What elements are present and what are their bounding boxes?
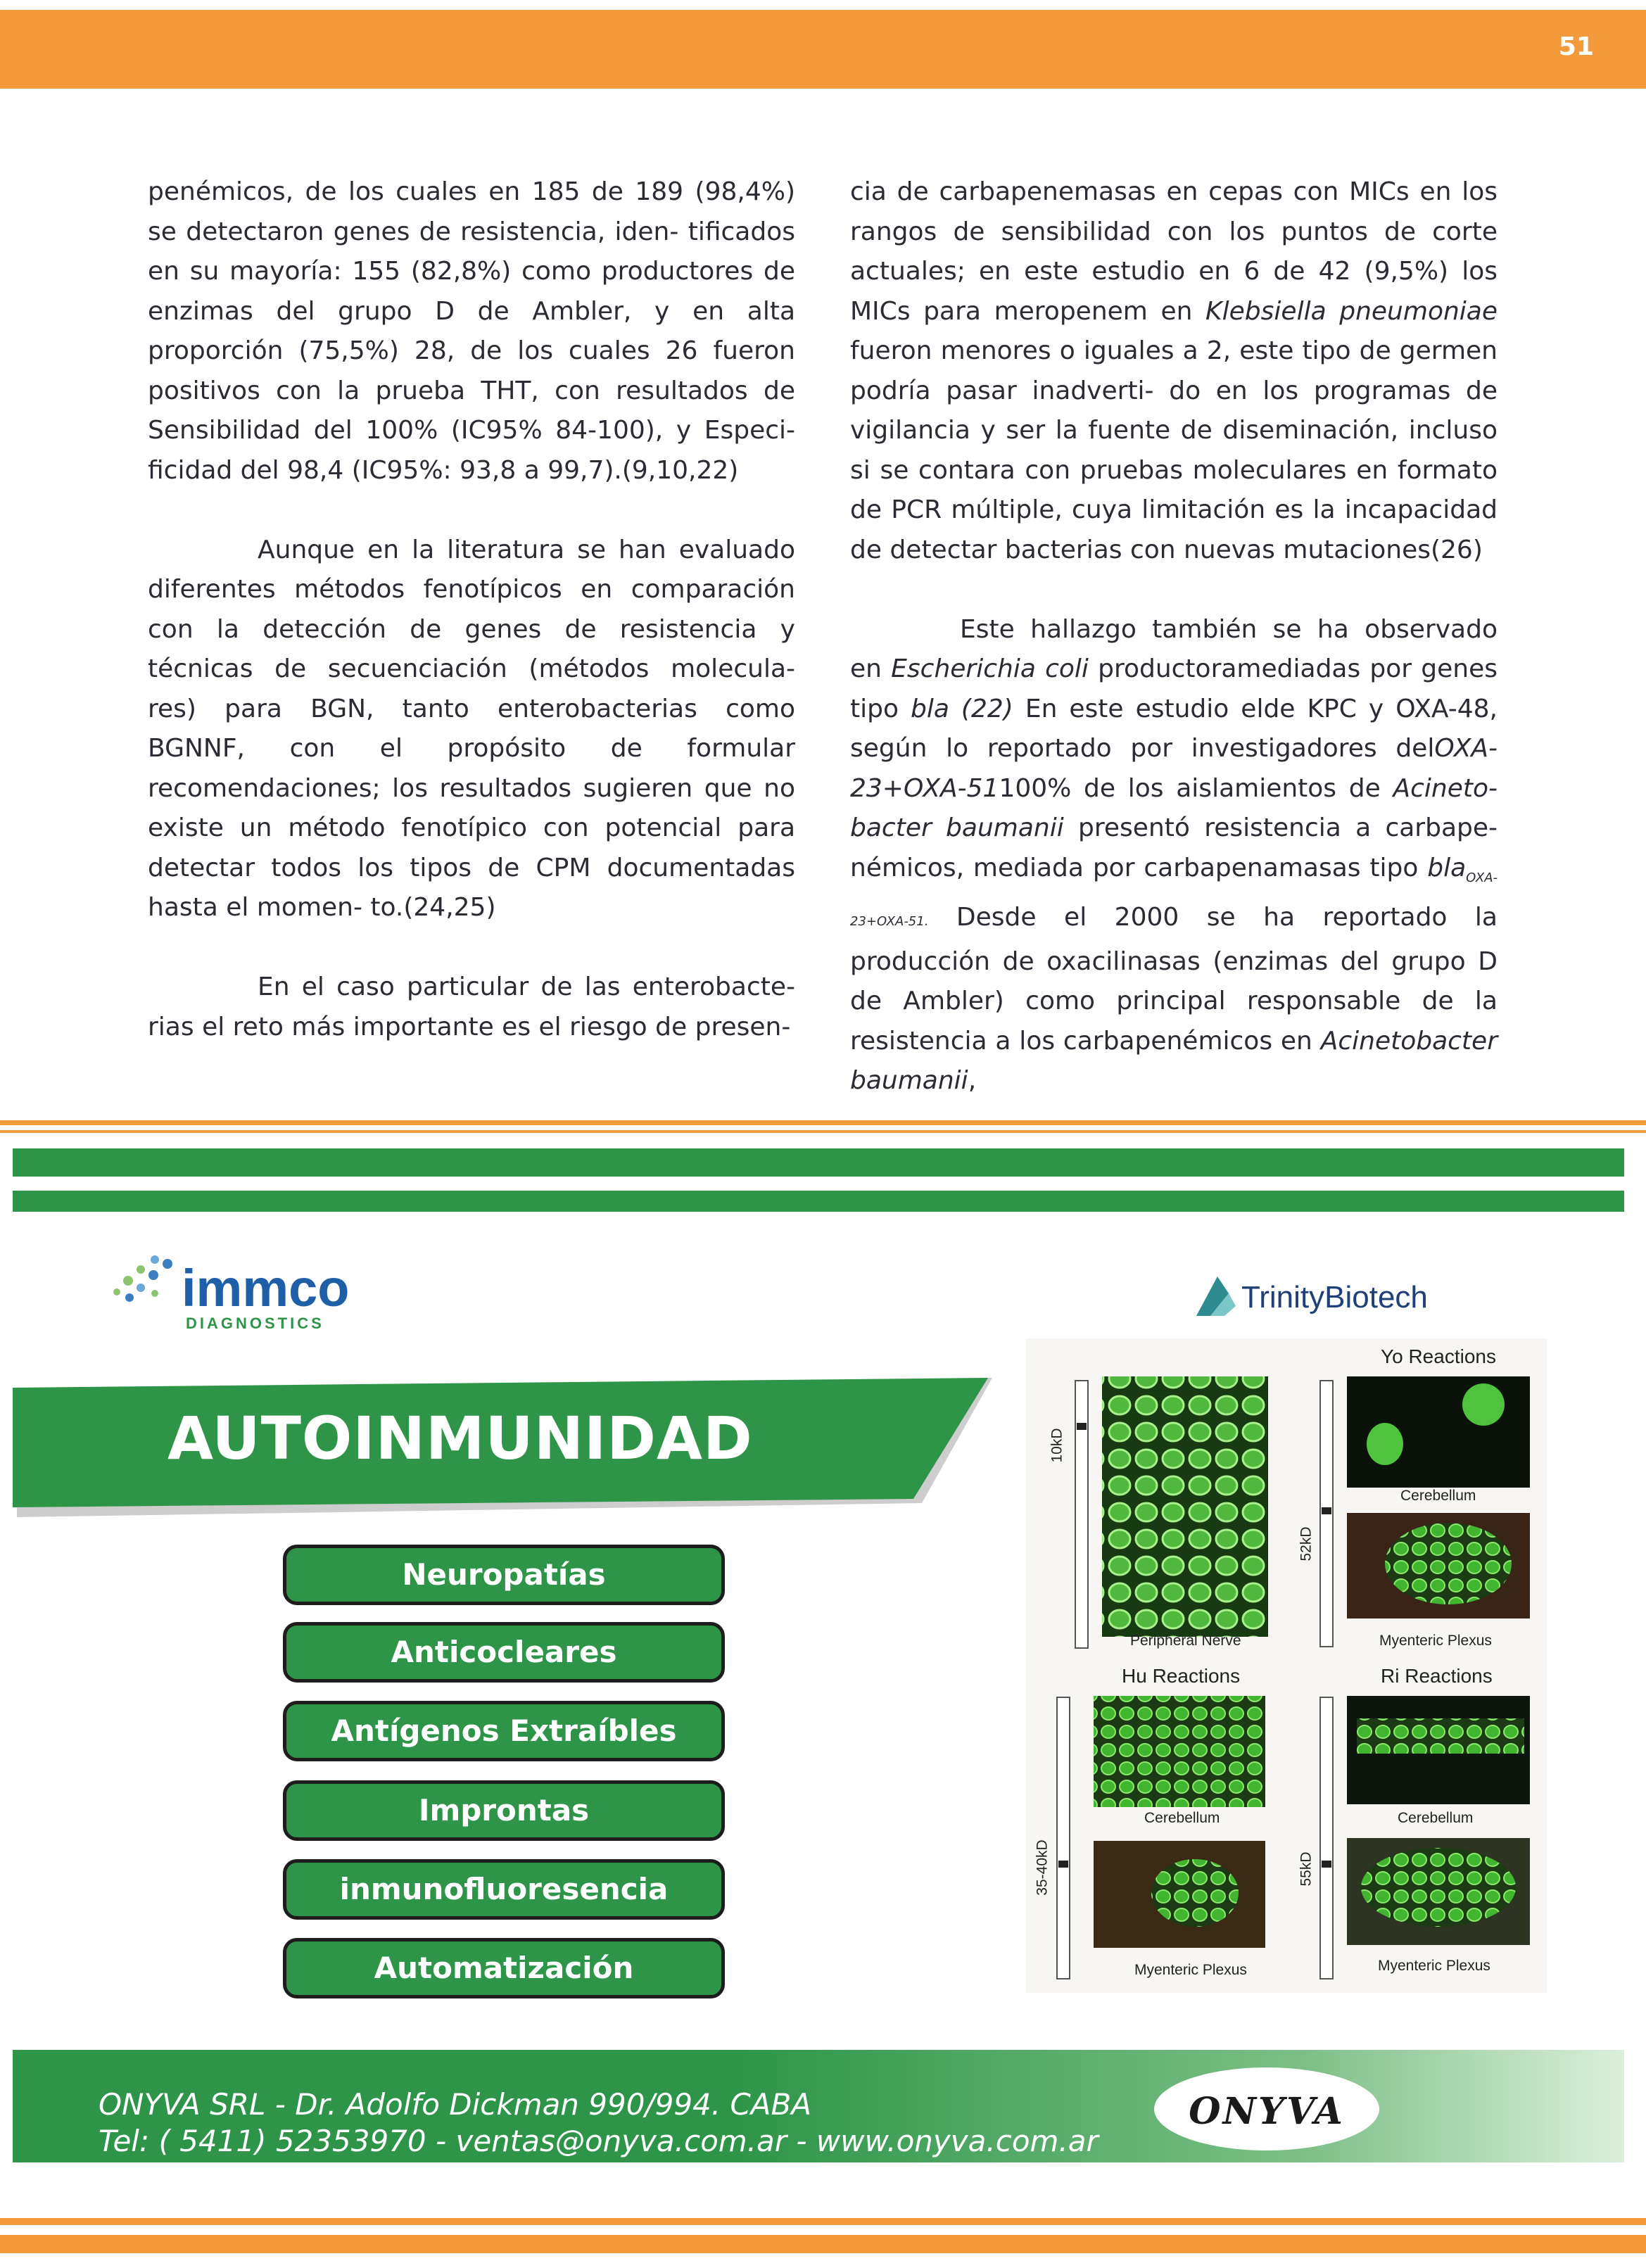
dots-icon (113, 1255, 172, 1302)
immco-subtitle: DIAGNOSTICS (186, 1314, 324, 1332)
immco-logo (113, 1253, 373, 1337)
figure-heading: Ri Reactions (1381, 1665, 1493, 1687)
figure-caption: Peripheral Nerve (1130, 1633, 1241, 1649)
orange-rule (0, 2218, 1646, 2225)
green-band (13, 1148, 1624, 1177)
orange-rule (0, 1130, 1646, 1133)
species-name: Acinetobacter baumanii (850, 1026, 1498, 1095)
figure-caption: Myenteric Plexus (1134, 1962, 1247, 1978)
category-button[interactable]: Neuropatías (283, 1545, 725, 1605)
category-button[interactable]: Anticocleares (283, 1622, 725, 1683)
species-name: Escherichia coli (891, 654, 1089, 683)
orange-rule (0, 1120, 1646, 1125)
western-blot-strip (1320, 1697, 1333, 1979)
immunofluorescence-figure (1026, 1338, 1547, 1993)
onyva-wordmark: ONYVA (1189, 2090, 1345, 2133)
green-band (13, 1191, 1624, 1212)
gene-subscript: 23+OXA-51. (850, 914, 929, 929)
orange-rule (0, 2235, 1646, 2253)
molecular-weight-label: 35-40kD (1034, 1839, 1051, 1896)
gene-subscript: OXA- (1466, 870, 1498, 885)
gene-name: bla (1427, 853, 1467, 882)
paragraph: cia de carbapenemasas en cepas con MICs en los rangos de sensibilidad con los puntos de corte actuales; en este estudio en 6 de 42 (9,5%) los MICs para meropenem en Klebsiella pneumoniae fueron menores o iguales a 2, este tipo de germen podría pasar inadverti- do en los programas de vigilancia y ser la fuente de diseminación, incluso si se contara con pruebas moleculares en formato de PCR múltiple, cuya limitación es la incapacidad de detectar bacterias con nuevas mutaciones(26) (850, 177, 1498, 564)
footer-address: ONYVA SRL - Dr. Adolfo Dickman 990/994. CABA (99, 2087, 812, 2122)
figure-heading: Yo Reactions (1381, 1345, 1496, 1367)
figure-caption: Cerebellum (1144, 1810, 1220, 1826)
figure-caption: Cerebellum (1400, 1488, 1476, 1504)
header-bar (0, 10, 1646, 89)
immco-wordmark: immco (182, 1259, 350, 1317)
category-button[interactable]: Improntas (283, 1780, 725, 1841)
article-column-left (148, 172, 795, 1047)
gene-name: bla (22) (911, 694, 1013, 723)
footer-contact: Tel: ( 5411) 52353970 - ventas@onyva.com.ar - www.onyva.com.ar (99, 2124, 1099, 2158)
trinity-wordmark: TrinityBiotech (1241, 1280, 1428, 1314)
western-blot-strip (1057, 1697, 1070, 1979)
molecular-weight-label: 52kD (1298, 1526, 1315, 1561)
figure-caption: Cerebellum (1398, 1810, 1474, 1826)
molecular-weight-label: 10kD (1049, 1428, 1065, 1463)
figure-caption: Myenteric Plexus (1378, 1958, 1490, 1974)
paragraph: Este hallazgo también se ha observado en Escherichia coli productoramediadas por genes tipo bla (22) En este estudio elde KPC y OXA-48, según lo reportado por investigadores delOXA-23+OXA-51100% de los aislamientos de Acineto- bacter baumanii presentó resistencia a carbape- némicos, mediada por carbapenamasas tipo bla$_{OXA-}$ 23+OXA-51. Desde el 2000 se ha reportado la producción de oxacilinasas (enzimas del grupo D de Ambler) como principal responsable de la resistencia a los carbapenémicos en Acinetobacter baumanii, (850, 614, 1498, 1095)
paragraph: En el caso particular de las enterobacte- rias el reto más importante es el riesgo de presen- (148, 973, 795, 1041)
figure-caption: Myenteric Plexus (1379, 1633, 1492, 1649)
species-name: Acineto- bacter baumanii (850, 773, 1498, 842)
peripheral-nerve-image (1102, 1376, 1268, 1637)
trinity-biotech-logo (1189, 1272, 1443, 1322)
paragraph: penémicos, de los cuales en 185 de 189 (98,4%) se detectaron genes de resistencia, iden- tificados en su mayoría: 155 (82,8%) como productores de enzimas del grupo D de Ambler, y en alta proporción (75,5%) 28, de los cuales 26 fueron positivos con la prueba THT, con resultados de Sensibilidad del 100% (IC95% 84-100), y Especi- ficidad del 98,4 (IC95%: 93,8 a 99,7).(9,10,22) (148, 177, 795, 485)
category-button[interactable]: inmunofluoresencia (283, 1859, 725, 1920)
page-number: 51 (1558, 32, 1594, 61)
western-blot-strip (1075, 1381, 1088, 1648)
gene-name: OXA-23+OXA-51 (850, 734, 1498, 803)
category-button[interactable]: Automatización (283, 1938, 725, 1998)
banner-title: AUTOINMUNIDAD (167, 1404, 753, 1473)
molecular-weight-label: 55kD (1298, 1851, 1315, 1887)
paragraph: Aunque en la literatura se han evaluado diferentes métodos fenotípicos en comparación con la detección de genes de resistencia y técnicas de secuenciación (métodos molecula- res) para BGN, tanto enterobacterias como BGNNF, con el propósito de formular recomendaciones; los resultados sugieren que no existe un método fenotípico con potencial para detectar todos los tipos de CPM documentadas hasta el momen- to.(24,25) (148, 535, 795, 922)
article-column-right (850, 172, 1498, 1101)
figure-heading: Hu Reactions (1122, 1665, 1241, 1687)
category-button[interactable]: Antígenos Extraíbles (283, 1701, 725, 1761)
species-name: Klebsiella pneumoniae (1205, 296, 1498, 326)
cerebellum-image (1094, 1696, 1265, 1807)
